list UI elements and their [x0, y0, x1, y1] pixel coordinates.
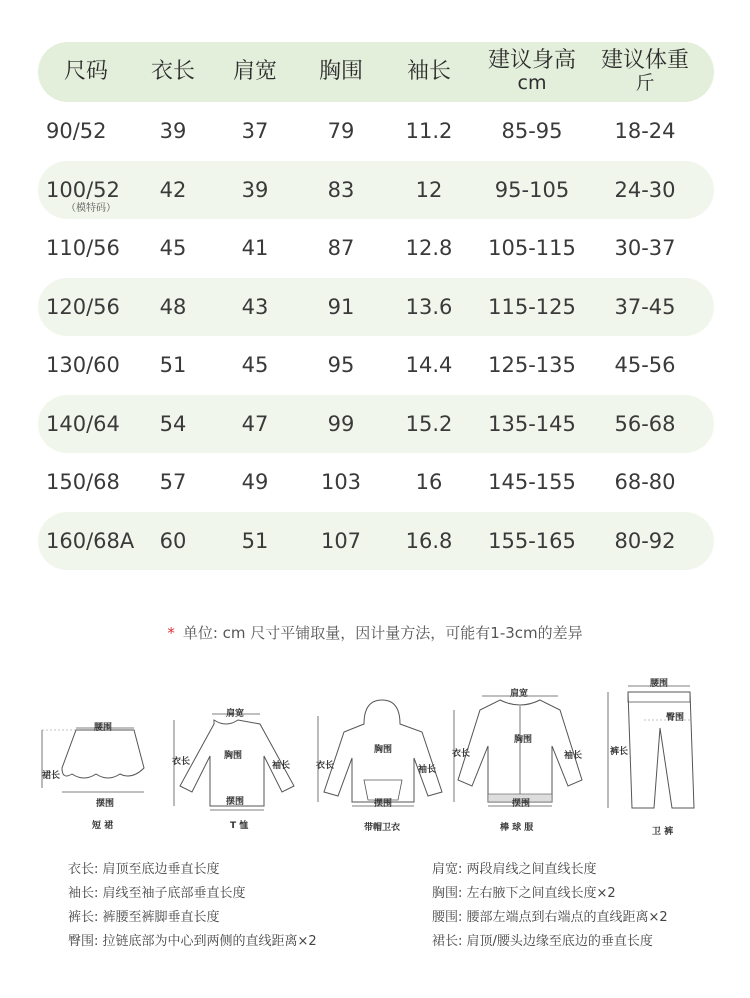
definition-item: 裙长: 肩顶/腰头边缘至底边的垂直长度: [432, 934, 653, 949]
jacket-sleeve-label: 袖长: [564, 751, 583, 761]
cell-shoulder: 49: [241, 470, 269, 495]
tshirt-length-label: 衣长: [172, 757, 191, 767]
definition-item: 腰围: 腰部左端点到右端点的直线距离×2: [432, 910, 668, 925]
cell-size: 150/68: [46, 470, 120, 495]
cell-length: 39: [159, 119, 187, 144]
measurement-note: [0, 622, 750, 643]
header-sleeve: 袖长: [406, 59, 451, 84]
cell-chest: 79: [327, 119, 355, 144]
header-shoulder: 肩宽: [232, 59, 277, 84]
tshirt-hem-label: 摆围: [226, 797, 245, 807]
cell-length: 51: [159, 353, 187, 378]
tshirt-sleeve-label: 袖长: [272, 761, 291, 771]
cell-shoulder: 43: [241, 294, 269, 319]
cell-shoulder: 39: [241, 177, 269, 202]
cell-length: 45: [159, 236, 187, 261]
cell-height: 85-95: [501, 119, 563, 144]
tshirt-shoulder-label: 肩宽: [226, 709, 245, 719]
cell-shoulder: 47: [241, 411, 269, 436]
cell-sleeve: 12.8: [405, 236, 453, 261]
cell-chest: 91: [327, 294, 355, 319]
cell-weight: 30-37: [614, 236, 676, 261]
note-text: 单位: cm 尺寸平铺取量，因计量方法，可能有1-3cm的差异: [182, 624, 583, 642]
hoodie-hem-label: 摆围: [374, 799, 393, 809]
jacket-chest-label: 胸围: [514, 735, 533, 745]
cell-height: 95-105: [494, 177, 570, 202]
cell-sleeve: 13.6: [405, 294, 453, 319]
definition-item: 胸围: 左右腋下之间直线长度×2: [432, 886, 616, 901]
hoodie-sleeve-label: 袖长: [418, 765, 437, 775]
cell-sleeve: 14.4: [405, 353, 453, 378]
pants-caption: 卫 裤: [652, 827, 674, 837]
cell-length: 60: [159, 528, 187, 553]
asterisk-icon: *: [167, 624, 175, 642]
size-table: [38, 42, 714, 570]
skirt-diagram: [36, 718, 156, 838]
cell-length: 57: [159, 470, 187, 495]
cell-weight: 24-30: [614, 177, 676, 202]
table-row: [38, 395, 714, 454]
cell-height: 115-125: [488, 294, 576, 319]
tshirt-chest-label: 胸围: [224, 751, 243, 761]
model-size-tag: （模特码）: [66, 202, 116, 214]
cell-size: 130/60: [46, 353, 120, 378]
definition-item: 袖长: 肩线至袖子底部垂直长度: [68, 886, 246, 901]
header-size: 尺码: [63, 59, 108, 84]
table-row: [38, 453, 714, 512]
jacket-hem-label: 摆围: [512, 799, 531, 809]
header-height-unit: cm: [517, 72, 547, 94]
header-length: 衣长: [150, 59, 195, 84]
measurement-diagrams: [36, 678, 716, 838]
cell-size: 160/68A: [46, 528, 135, 553]
hoodie-chest-label: 胸围: [374, 745, 393, 755]
cell-height: 145-155: [488, 470, 576, 495]
cell-length: 48: [159, 294, 187, 319]
table-row: [38, 512, 714, 571]
skirt-caption: 短 裙: [92, 821, 114, 831]
cell-weight: 56-68: [614, 411, 676, 436]
definition-item: 肩宽: 两段肩线之间直线长度: [432, 862, 597, 877]
cell-size: 90/52: [46, 119, 107, 144]
size-table-header: [38, 42, 714, 102]
hoodie-diagram: [312, 696, 448, 838]
cell-chest: 87: [327, 236, 355, 261]
cell-height: 105-115: [488, 236, 576, 261]
cell-weight: 68-80: [614, 470, 676, 495]
table-row: [38, 336, 714, 395]
hoodie-caption: 带帽卫衣: [364, 823, 401, 833]
cell-weight: 80-92: [614, 528, 676, 553]
header-weight: 建议体重 斤: [600, 48, 689, 94]
table-row: [38, 278, 714, 337]
skirt-waist-label: 腰围: [94, 723, 113, 733]
pants-length-label: 裤长: [610, 747, 629, 757]
table-row: [38, 219, 714, 278]
cell-sleeve: 11.2: [405, 119, 453, 144]
cell-chest: 99: [327, 411, 355, 436]
cell-length: 42: [159, 177, 187, 202]
skirt-hem-label: 摆围: [96, 799, 115, 809]
pants-diagram: [604, 679, 714, 838]
pants-hip-label: 臀围: [666, 713, 685, 723]
cell-chest: 103: [320, 470, 362, 495]
cell-size: 140/64: [46, 411, 120, 436]
cell-height: 135-145: [488, 411, 576, 436]
cell-size: 110/56: [46, 236, 120, 261]
cell-chest: 95: [327, 353, 355, 378]
table-row: [38, 161, 714, 220]
header-chest: 胸围: [318, 59, 363, 84]
cell-sleeve: 15.2: [405, 411, 453, 436]
cell-weight: 45-56: [614, 353, 676, 378]
hoodie-length-label: 衣长: [316, 761, 335, 771]
tshirt-diagram: [168, 706, 308, 838]
jacket-shoulder-label: 肩宽: [510, 689, 529, 699]
header-height: 建议身高 cm: [487, 48, 576, 94]
table-row: [38, 102, 714, 161]
cell-weight: 18-24: [614, 119, 676, 144]
cell-size: 120/56: [46, 294, 120, 319]
cell-height: 155-165: [488, 528, 576, 553]
cell-sleeve: 16.8: [405, 528, 453, 553]
definition-item: 衣长: 肩顶至底边垂直长度: [68, 862, 220, 877]
tshirt-caption: T 恤: [230, 821, 249, 831]
definition-item: 臀围: 拉链底部为中心到两侧的直线距离×2: [68, 934, 317, 949]
cell-shoulder: 45: [241, 353, 269, 378]
cell-size: 100/52: [46, 177, 120, 202]
header-weight-unit: 斤: [635, 72, 655, 94]
skirt-length-label: 裙长: [42, 771, 61, 781]
pants-waist-label: 腰围: [650, 679, 669, 689]
cell-sleeve: 16: [415, 470, 443, 495]
cell-shoulder: 51: [241, 528, 269, 553]
cell-length: 54: [159, 411, 187, 436]
cell-chest: 83: [327, 177, 355, 202]
cell-chest: 107: [320, 528, 362, 553]
cell-shoulder: 41: [241, 236, 269, 261]
cell-height: 125-135: [488, 353, 576, 378]
cell-shoulder: 37: [241, 119, 269, 144]
cell-sleeve: 12: [415, 177, 443, 202]
jacket-diagram: [450, 689, 588, 838]
jacket-caption: 棒 球 服: [500, 823, 534, 833]
cell-weight: 37-45: [614, 294, 676, 319]
definition-item: 裤长: 裤腰至裤脚垂直长度: [68, 910, 220, 925]
jacket-length-label: 衣长: [452, 749, 471, 759]
